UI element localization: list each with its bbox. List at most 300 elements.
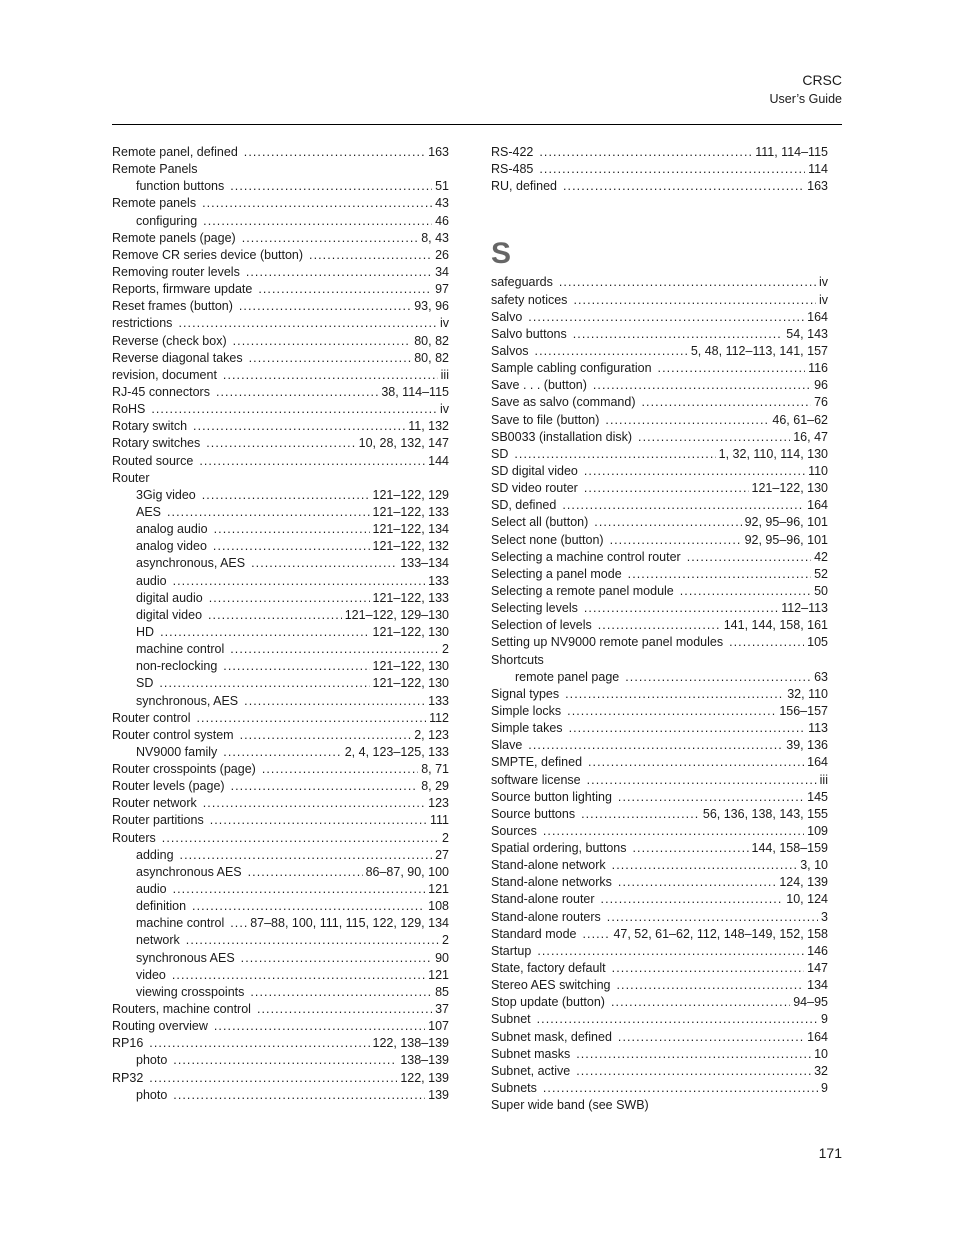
entry-page-refs: 121–122, 133 xyxy=(372,504,449,519)
dot-leader xyxy=(628,567,811,581)
dot-leader xyxy=(539,162,805,176)
entry-term: Stand-alone routers xyxy=(491,909,601,924)
entry-page-refs: 32 xyxy=(814,1063,828,1078)
entry-page-refs: 96 xyxy=(814,378,828,393)
entry-page-refs: 32, 110 xyxy=(787,686,828,701)
dot-leader xyxy=(242,231,419,245)
dot-leader xyxy=(598,618,721,632)
index-entry xyxy=(112,454,449,471)
entry-page-refs: 56, 136, 138, 143, 155 xyxy=(702,806,828,821)
entry-page-refs: 144, 158–159 xyxy=(751,841,828,856)
entry-page-refs: 164 xyxy=(807,755,828,770)
entry-term: State, factory default xyxy=(491,961,606,976)
entry-term: Stand-alone router xyxy=(491,892,595,907)
index-entry xyxy=(491,1081,828,1098)
index-entry xyxy=(491,875,828,892)
entry-page-refs: 86–87, 90, 100 xyxy=(365,864,449,879)
dot-leader xyxy=(202,488,370,502)
dot-leader xyxy=(197,711,427,725)
entry-page-refs: 34 xyxy=(435,264,449,279)
entry-page-refs: 144 xyxy=(428,453,449,468)
index-entry xyxy=(112,711,449,728)
dot-leader xyxy=(223,368,438,382)
entry-term: Remote Panels xyxy=(112,162,198,177)
entry-term: configuring xyxy=(136,213,198,228)
entry-term: Select all (button) xyxy=(491,515,589,530)
entry-page-refs: 27 xyxy=(435,847,449,862)
entry-term: RS-422 xyxy=(491,145,534,159)
entry-term: Selection of levels xyxy=(491,618,592,633)
entry-page-refs: 112 xyxy=(429,710,449,725)
dot-leader xyxy=(576,1047,811,1061)
entry-page-refs: 121–122, 134 xyxy=(372,522,449,537)
section-letter-heading: S xyxy=(491,237,512,271)
index-entry xyxy=(491,481,828,498)
entry-page-refs: 43 xyxy=(435,196,449,211)
dot-leader xyxy=(258,282,432,296)
entry-page-refs: 1, 32, 110, 114, 130 xyxy=(718,446,828,461)
entry-term: machine control xyxy=(136,916,225,931)
dot-leader xyxy=(607,910,818,924)
dot-leader xyxy=(178,316,437,330)
index-entry xyxy=(112,436,449,453)
index-entry xyxy=(112,316,449,333)
index-entry xyxy=(491,1098,828,1115)
index-subentry xyxy=(112,745,449,762)
entry-page-refs: iv xyxy=(818,275,828,290)
entry-page-refs: 11, 132 xyxy=(408,419,449,434)
dot-leader xyxy=(565,687,784,701)
entry-page-refs: 3, 10 xyxy=(800,858,828,873)
dot-leader xyxy=(594,515,741,529)
entry-page-refs: iii xyxy=(440,367,449,382)
index-entry xyxy=(112,385,449,402)
entry-page-refs: iii xyxy=(819,772,828,787)
entry-term: SB0033 (installation disk) xyxy=(491,429,633,444)
entry-term: Save as salvo (command) xyxy=(491,395,636,410)
entry-page-refs: 47, 52, 61–62, 112, 148–149, 152, 158 xyxy=(613,926,828,941)
dot-leader xyxy=(223,745,341,759)
entry-page-refs: 146 xyxy=(807,943,828,958)
entry-term: Subnet xyxy=(491,1012,531,1027)
entry-term: Save to file (button) xyxy=(491,412,600,427)
entry-page-refs: 37 xyxy=(435,1002,449,1017)
entry-term: safety notices xyxy=(491,292,568,307)
dot-leader xyxy=(582,927,610,941)
entry-term: Router xyxy=(112,470,150,485)
index-entry xyxy=(491,344,828,361)
index-entry xyxy=(491,635,828,652)
index-group-s xyxy=(491,275,828,1115)
entry-page-refs: 5, 48, 112–113, 141, 157 xyxy=(690,343,828,358)
dot-leader xyxy=(173,1088,425,1102)
index-entry xyxy=(491,464,828,481)
entry-page-refs: 122, 139 xyxy=(400,1070,449,1085)
entry-term: asynchronous, AES xyxy=(136,556,246,571)
entry-page-refs: 123 xyxy=(428,796,449,811)
entry-term: HD xyxy=(136,624,155,639)
entry-term: Rotary switch xyxy=(112,419,188,434)
dot-leader xyxy=(612,961,804,975)
entry-term: Save . . . (button) xyxy=(491,378,587,393)
index-entry xyxy=(491,927,828,944)
dot-leader xyxy=(537,1012,818,1026)
entry-page-refs: 8, 43 xyxy=(421,230,449,245)
dot-leader xyxy=(257,1002,432,1016)
entry-term: Subnet mask, defined xyxy=(491,1029,612,1044)
dot-leader xyxy=(159,676,369,690)
running-header xyxy=(770,71,843,108)
index-entry xyxy=(491,293,828,310)
entry-term: SD xyxy=(136,676,154,691)
entry-term: SD xyxy=(491,446,509,461)
entry-term: RP16 xyxy=(112,1036,144,1051)
dot-leader xyxy=(244,145,425,159)
dot-leader xyxy=(230,642,439,656)
dot-leader xyxy=(617,978,805,992)
entry-page-refs: 111 xyxy=(429,813,449,828)
entry-term: NV9000 family xyxy=(136,744,218,759)
entry-term: RS-485 xyxy=(491,162,534,177)
entry-term: Stand-alone network xyxy=(491,858,606,873)
entry-page-refs: 97 xyxy=(435,282,449,297)
entry-page-refs: 109 xyxy=(807,823,828,838)
dot-leader xyxy=(687,550,811,564)
index-entry xyxy=(491,413,828,430)
entry-term: adding xyxy=(136,847,174,862)
entry-term: digital audio xyxy=(136,590,203,605)
index-subentry xyxy=(112,1088,449,1105)
header-rule xyxy=(112,124,842,125)
entry-term: SD video router xyxy=(491,481,578,496)
entry-page-refs: 92, 95–96, 101 xyxy=(744,515,828,530)
dot-leader xyxy=(573,293,816,307)
entry-term: synchronous, AES xyxy=(136,693,239,708)
dot-leader xyxy=(514,447,715,461)
dot-leader xyxy=(240,728,412,742)
entry-term: Signal types xyxy=(491,686,560,701)
dot-leader xyxy=(233,334,412,348)
entry-page-refs: 10 xyxy=(814,1046,828,1061)
entry-page-refs: 76 xyxy=(814,395,828,410)
index-entry xyxy=(112,813,449,830)
index-entry xyxy=(491,858,828,875)
dot-leader xyxy=(584,481,749,495)
dot-leader xyxy=(167,505,370,519)
entry-page-refs: 133–134 xyxy=(400,556,449,571)
entry-page-refs: 163 xyxy=(807,179,828,194)
entry-page-refs: 133 xyxy=(428,573,449,588)
dot-leader xyxy=(208,608,342,622)
entry-term: asynchronous AES xyxy=(136,864,242,879)
entry-term: Shortcuts xyxy=(491,652,544,667)
dot-leader xyxy=(528,738,783,752)
entry-term: Reverse diagonal takes xyxy=(112,350,243,365)
index-entry xyxy=(491,275,828,292)
entry-page-refs: 112–113 xyxy=(781,601,828,616)
index-entry xyxy=(112,471,449,488)
index-entry xyxy=(491,910,828,927)
index-entry xyxy=(491,310,828,327)
dot-leader xyxy=(216,385,378,399)
entry-page-refs: 164 xyxy=(807,498,828,513)
index-subentry xyxy=(112,556,449,573)
dot-leader xyxy=(223,659,369,673)
index-entry xyxy=(491,790,828,807)
index-entry xyxy=(491,1047,828,1064)
index-entry xyxy=(112,831,449,848)
entry-page-refs: 108 xyxy=(428,899,449,914)
entry-term: analog audio xyxy=(136,522,208,537)
index-entry xyxy=(112,368,449,385)
entry-page-refs: 46, 61–62 xyxy=(772,412,828,427)
entry-term: Salvo buttons xyxy=(491,326,567,341)
dot-leader xyxy=(213,539,370,553)
dot-leader xyxy=(543,1081,818,1095)
entry-term: Stand-alone networks xyxy=(491,875,612,890)
dot-leader xyxy=(199,454,425,468)
index-entry xyxy=(491,430,828,447)
entry-page-refs: 8, 71 xyxy=(421,762,449,777)
entry-term: Reset frames (button) xyxy=(112,299,233,314)
index-entry xyxy=(112,728,449,745)
dot-leader xyxy=(563,179,804,193)
entry-term: RJ-45 connectors xyxy=(112,384,210,399)
dot-leader xyxy=(203,214,432,228)
entry-term: SD digital video xyxy=(491,463,578,478)
entry-page-refs: 114 xyxy=(808,162,828,177)
index-subentry xyxy=(112,179,449,196)
entry-term: revision, document xyxy=(112,367,217,382)
index-entry xyxy=(112,1036,449,1053)
entry-page-refs: 87–88, 100, 111, 115, 122, 129, 134 xyxy=(250,916,449,931)
dot-leader xyxy=(151,402,437,416)
page-number: 171 xyxy=(818,1145,842,1161)
dot-leader xyxy=(251,556,397,570)
index-entry xyxy=(112,145,449,162)
entry-page-refs: 80, 82 xyxy=(414,333,449,348)
dot-leader xyxy=(173,1053,397,1067)
entry-term: Setting up NV9000 remote panel modules xyxy=(491,635,724,650)
entry-page-refs: 105 xyxy=(807,635,828,650)
dot-leader xyxy=(638,430,790,444)
entry-term: Slave xyxy=(491,738,523,753)
entry-term: Sources xyxy=(491,823,537,838)
dot-leader xyxy=(618,790,804,804)
entry-page-refs: 164 xyxy=(807,309,828,324)
index-entry xyxy=(112,762,449,779)
index-entry xyxy=(112,419,449,436)
index-entry xyxy=(491,704,828,721)
entry-page-refs: 52 xyxy=(814,566,828,581)
index-entry xyxy=(491,378,828,395)
index-subentry xyxy=(112,214,449,231)
dot-leader xyxy=(214,522,370,536)
entry-page-refs: 164 xyxy=(807,1029,828,1044)
index-entry xyxy=(112,1002,449,1019)
entry-term: Router control xyxy=(112,710,191,725)
entry-term: Reverse (check box) xyxy=(112,333,227,348)
entry-term: remote panel page xyxy=(515,669,620,684)
index-entry xyxy=(491,395,828,412)
dot-leader xyxy=(244,694,425,708)
index-subentry xyxy=(112,985,449,1002)
index-entry xyxy=(491,738,828,755)
index-entry xyxy=(112,779,449,796)
index-entry xyxy=(491,145,828,162)
document-title: CRSC xyxy=(802,72,842,88)
index-entry xyxy=(112,231,449,248)
entry-page-refs: 50 xyxy=(814,583,828,598)
dot-leader xyxy=(625,670,811,684)
entry-page-refs: 121 xyxy=(428,967,449,982)
index-entry xyxy=(491,807,828,824)
entry-term: definition xyxy=(136,899,187,914)
index-entry xyxy=(112,162,449,179)
dot-leader xyxy=(214,1019,425,1033)
entry-term: Sample cabling configuration xyxy=(491,361,652,376)
entry-term: Source button lighting xyxy=(491,789,612,804)
entry-term: software license xyxy=(491,772,581,787)
entry-term: video xyxy=(136,967,166,982)
dot-leader xyxy=(173,882,426,896)
entry-term: non-reclocking xyxy=(136,659,218,674)
dot-leader xyxy=(193,419,405,433)
entry-term: SMPTE, defined xyxy=(491,755,583,770)
entry-page-refs: 156–157 xyxy=(779,703,828,718)
index-entry xyxy=(112,248,449,265)
dot-leader xyxy=(601,892,784,906)
index-entry xyxy=(491,601,828,618)
index-subentry xyxy=(112,574,449,591)
entry-term: Reports, firmware update xyxy=(112,282,253,297)
entry-page-refs: 51 xyxy=(435,179,449,194)
entry-page-refs: 26 xyxy=(435,247,449,262)
entry-page-refs: 121–122, 129–130 xyxy=(344,607,449,622)
entry-term: Standard mode xyxy=(491,926,577,941)
entry-page-refs: 134 xyxy=(807,978,828,993)
dot-leader xyxy=(729,635,804,649)
dot-leader xyxy=(230,916,247,930)
entry-page-refs: 138–139 xyxy=(400,1053,449,1068)
entry-term: Router crosspoints (page) xyxy=(112,762,256,777)
dot-leader xyxy=(610,533,742,547)
entry-page-refs: 124, 139 xyxy=(779,875,828,890)
index-subentry xyxy=(112,659,449,676)
index-group-r-continued xyxy=(491,145,828,196)
entry-page-refs: 9 xyxy=(821,1012,828,1027)
index-entry xyxy=(112,282,449,299)
dot-leader xyxy=(535,344,688,358)
entry-page-refs: 39, 136 xyxy=(786,738,828,753)
entry-term: photo xyxy=(136,1087,168,1102)
entry-term: Router partitions xyxy=(112,813,204,828)
index-entry xyxy=(491,179,828,196)
entry-term: Routing overview xyxy=(112,1019,208,1034)
entry-term: Subnets xyxy=(491,1081,537,1096)
entry-page-refs: 116 xyxy=(808,361,828,376)
index-column-right xyxy=(491,145,828,1115)
entry-page-refs: 42 xyxy=(814,549,828,564)
entry-term: Selecting a remote panel module xyxy=(491,583,674,598)
entry-page-refs: 10, 28, 132, 147 xyxy=(358,436,449,451)
dot-leader xyxy=(576,1064,811,1078)
entry-page-refs: 111, 114–115 xyxy=(755,145,828,159)
dot-leader xyxy=(573,327,784,341)
entry-page-refs: 147 xyxy=(807,961,828,976)
dot-leader xyxy=(186,933,439,947)
dot-leader xyxy=(309,248,432,262)
dot-leader xyxy=(149,1036,369,1050)
entry-term: Spatial ordering, buttons xyxy=(491,841,627,856)
index-entry xyxy=(491,162,828,179)
dot-leader xyxy=(618,1030,804,1044)
dot-leader xyxy=(588,755,804,769)
entry-term: analog video xyxy=(136,539,207,554)
entry-term: Simple locks xyxy=(491,703,562,718)
entry-page-refs: 139 xyxy=(428,1087,449,1102)
entry-page-refs: 92, 95–96, 101 xyxy=(744,532,828,547)
entry-term: audio xyxy=(136,573,167,588)
index-entry xyxy=(491,995,828,1012)
entry-page-refs: 133 xyxy=(428,693,449,708)
dot-leader xyxy=(605,413,769,427)
dot-leader xyxy=(241,951,432,965)
entry-page-refs: 8, 29 xyxy=(421,779,449,794)
index-column-left xyxy=(112,145,449,1105)
entry-page-refs: 85 xyxy=(435,984,449,999)
index-entry xyxy=(112,796,449,813)
index-entry xyxy=(491,533,828,550)
index-subentry xyxy=(112,539,449,556)
dot-leader xyxy=(206,436,355,450)
index-entry xyxy=(491,584,828,601)
entry-term: Remote panels (page) xyxy=(112,230,236,245)
entry-page-refs: 113 xyxy=(808,721,828,736)
index-entry xyxy=(491,567,828,584)
index-subentry xyxy=(112,488,449,505)
entry-term: Salvos xyxy=(491,343,529,358)
entry-term: restrictions xyxy=(112,316,173,331)
entry-page-refs: 121–122, 130 xyxy=(372,624,449,639)
dot-leader xyxy=(180,848,433,862)
index-entry xyxy=(491,327,828,344)
dot-leader xyxy=(162,831,439,845)
index-entry xyxy=(491,498,828,515)
dot-leader xyxy=(587,773,817,787)
dot-leader xyxy=(593,378,811,392)
entry-term: Remove CR series device (button) xyxy=(112,247,304,262)
dot-leader xyxy=(567,704,776,718)
entry-page-refs: 121–122, 133 xyxy=(372,590,449,605)
dot-leader xyxy=(618,875,776,889)
entry-page-refs: iv xyxy=(439,402,449,417)
entry-page-refs: 46 xyxy=(435,213,449,228)
index-subentry xyxy=(112,676,449,693)
dot-leader xyxy=(192,899,425,913)
entry-page-refs: 9 xyxy=(821,1081,828,1096)
index-entry xyxy=(491,361,828,378)
index-subentry xyxy=(112,933,449,950)
entry-term: viewing crosspoints xyxy=(136,984,245,999)
dot-leader xyxy=(203,796,425,810)
entry-term: 3Gig video xyxy=(136,487,196,502)
index-entry xyxy=(112,402,449,419)
dot-leader xyxy=(642,395,812,409)
entry-page-refs: 122, 138–139 xyxy=(372,1036,449,1051)
entry-term: Stereo AES switching xyxy=(491,978,611,993)
index-entry xyxy=(491,841,828,858)
